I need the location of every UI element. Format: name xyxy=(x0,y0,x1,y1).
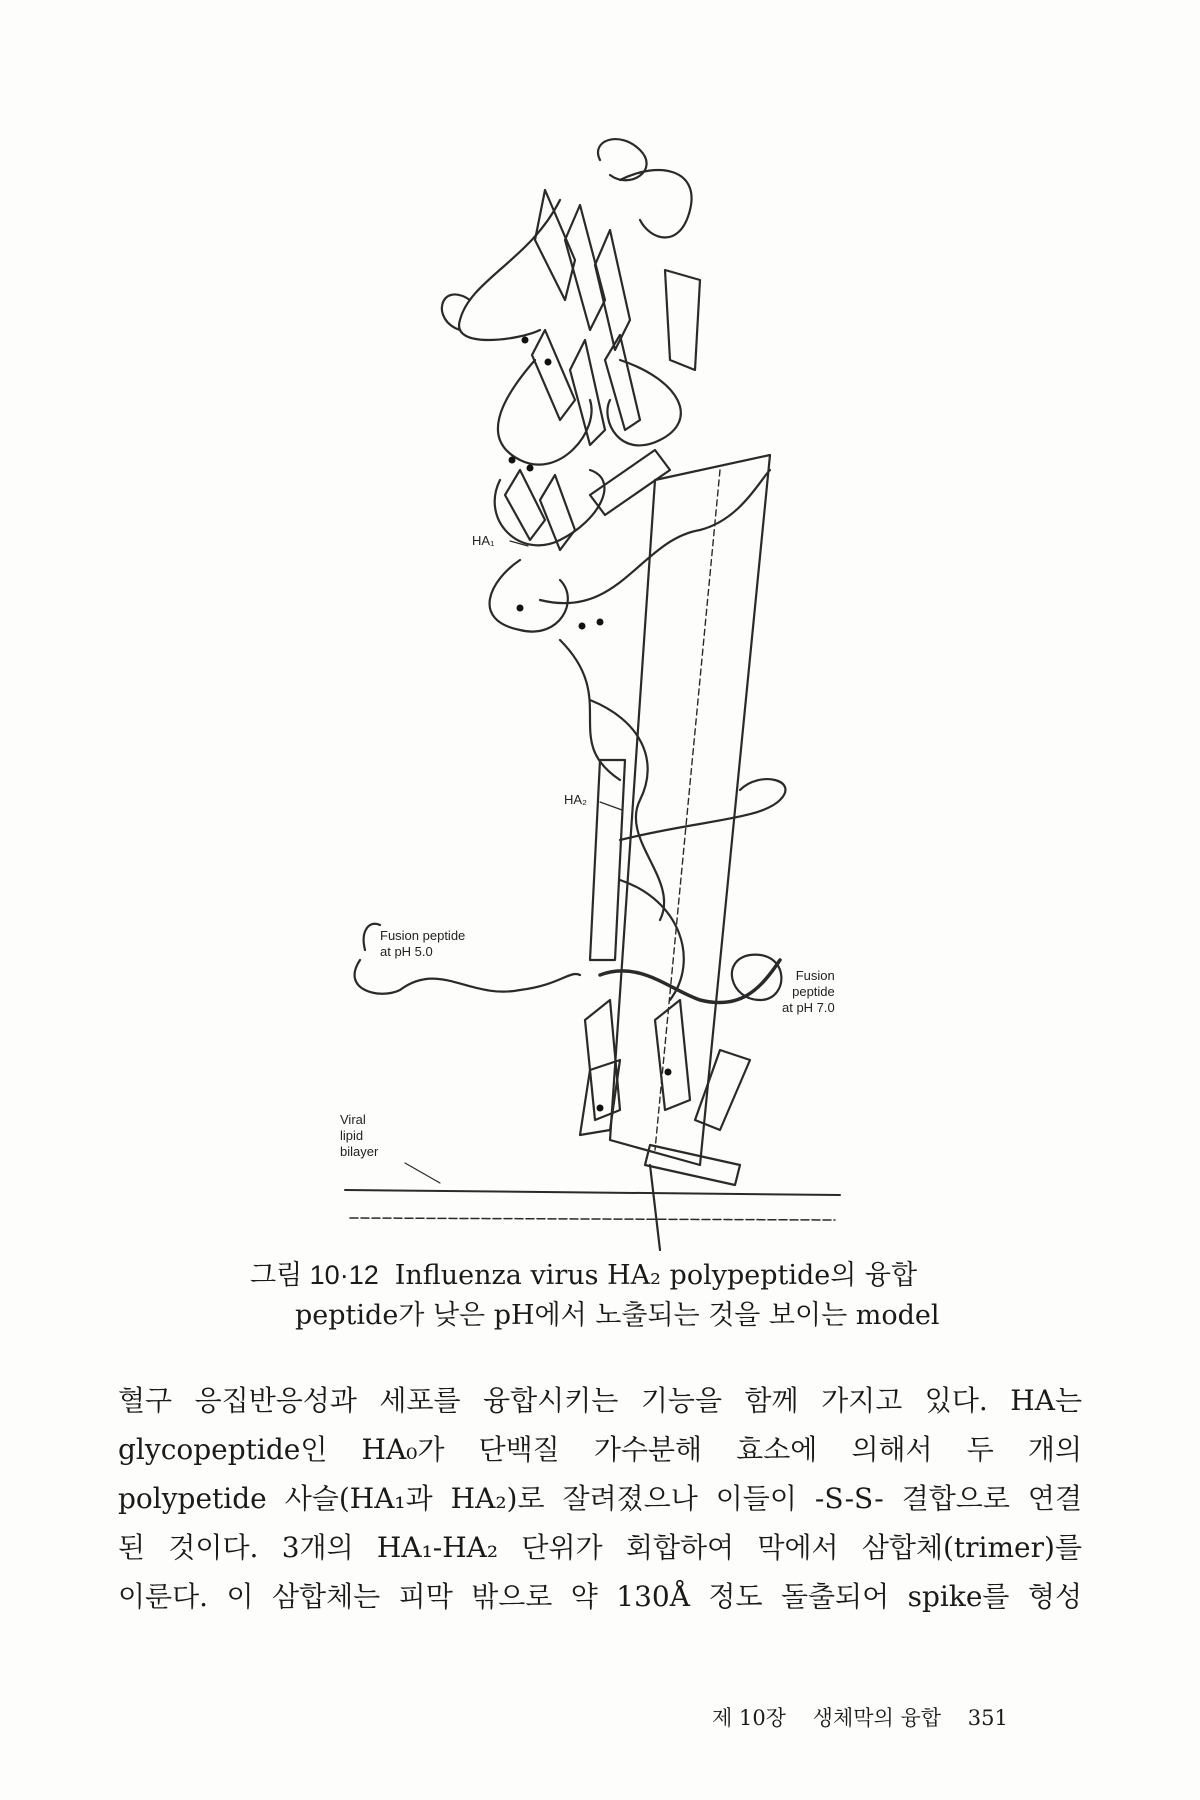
fusion-ph7-label: Fusion peptide at pH 7.0 xyxy=(782,968,835,1015)
membrane-surface xyxy=(345,1190,840,1195)
caption-line-2: peptide가 낮은 pH에서 노출되는 것을 보이는 model xyxy=(295,1300,940,1331)
ha1-loop xyxy=(498,360,592,465)
figure-number: 그림 10·12 xyxy=(250,1260,379,1290)
ha2-long-helix-core xyxy=(655,470,720,1150)
fusion-peptide-ph7-loop xyxy=(732,955,781,1000)
body-line: 된 것이다. 3개의 HA₁-HA₂ 단위가 회합하여 막에서 삼합체(trimer)를 xyxy=(118,1531,1082,1564)
ha1-strand xyxy=(540,475,575,550)
ha1-strand xyxy=(595,230,630,350)
fusion-peptide-ph5 xyxy=(355,960,580,994)
fusion-peptide-ph5-tail xyxy=(364,924,380,950)
base-helix xyxy=(695,1050,750,1130)
ha1-strand xyxy=(605,335,640,430)
linker-loop xyxy=(490,560,568,632)
ha2-short-helix xyxy=(590,760,625,960)
body-line: 혈구 응집반응성과 세포를 융합시키는 기능을 함께 가지고 있다. HA는 xyxy=(118,1384,1082,1417)
ha1-helix xyxy=(590,450,670,515)
body-line: polypetide 사슬(HA₁과 HA₂)로 잘려졌으나 이들이 -S-S- 결합으로 연결 xyxy=(118,1482,1082,1515)
body-line: 이룬다. 이 삼합체는 피막 밖으로 약 130Å 정도 돌출되어 spike를 형성 xyxy=(118,1580,1082,1613)
ha2-loop xyxy=(620,880,684,1000)
disulfide-dot xyxy=(545,359,552,366)
disulfide-dot xyxy=(597,619,604,626)
disulfide-dot xyxy=(579,623,586,630)
ha1-loop xyxy=(459,200,560,340)
membrane-surface-lower xyxy=(350,1218,835,1220)
disulfide-dot xyxy=(527,465,534,472)
bilayer-label: Viral lipid bilayer xyxy=(340,1112,379,1159)
disulfide-dot xyxy=(509,457,516,464)
bilayer-leader xyxy=(405,1163,440,1183)
ha2-label: HA₂ xyxy=(564,792,588,807)
ha1-label: HA₁ xyxy=(472,533,495,548)
ha1-loop xyxy=(442,294,470,330)
ha1-strand xyxy=(535,190,575,300)
ha1-strand xyxy=(565,205,605,330)
disulfide-dot xyxy=(517,605,524,612)
chapter-title: 생체막의 융합 xyxy=(812,1706,942,1730)
page-footer xyxy=(712,1702,1028,1732)
body-paragraph xyxy=(118,1376,1082,1621)
ha1-strand xyxy=(532,330,575,420)
page-number: 351 xyxy=(967,1706,1008,1730)
chapter-label: 제 10장 xyxy=(712,1706,786,1730)
ha2-leader xyxy=(600,802,622,810)
ha1-strand xyxy=(665,270,700,370)
ha1-strand xyxy=(505,470,545,540)
body-line: glycopeptide인 HA₀가 단백질 가수분해 효소에 의해서 두 개의 xyxy=(118,1433,1082,1466)
disulfide-dot xyxy=(522,337,529,344)
figure-caption xyxy=(250,1255,1010,1336)
ha1-loop xyxy=(607,360,680,445)
disulfide-dot xyxy=(665,1069,672,1076)
membrane-anchor xyxy=(650,1165,660,1250)
fusion-ph5-label: Fusion peptide at pH 5.0 xyxy=(380,928,466,959)
caption-line-1: Influenza virus HA₂ polypeptide의 융합 xyxy=(394,1260,918,1291)
disulfide-dot xyxy=(597,1105,604,1112)
base-helix xyxy=(645,1145,740,1185)
fusion-peptide-ph7 xyxy=(600,960,780,1003)
ha1-loop xyxy=(598,139,647,180)
